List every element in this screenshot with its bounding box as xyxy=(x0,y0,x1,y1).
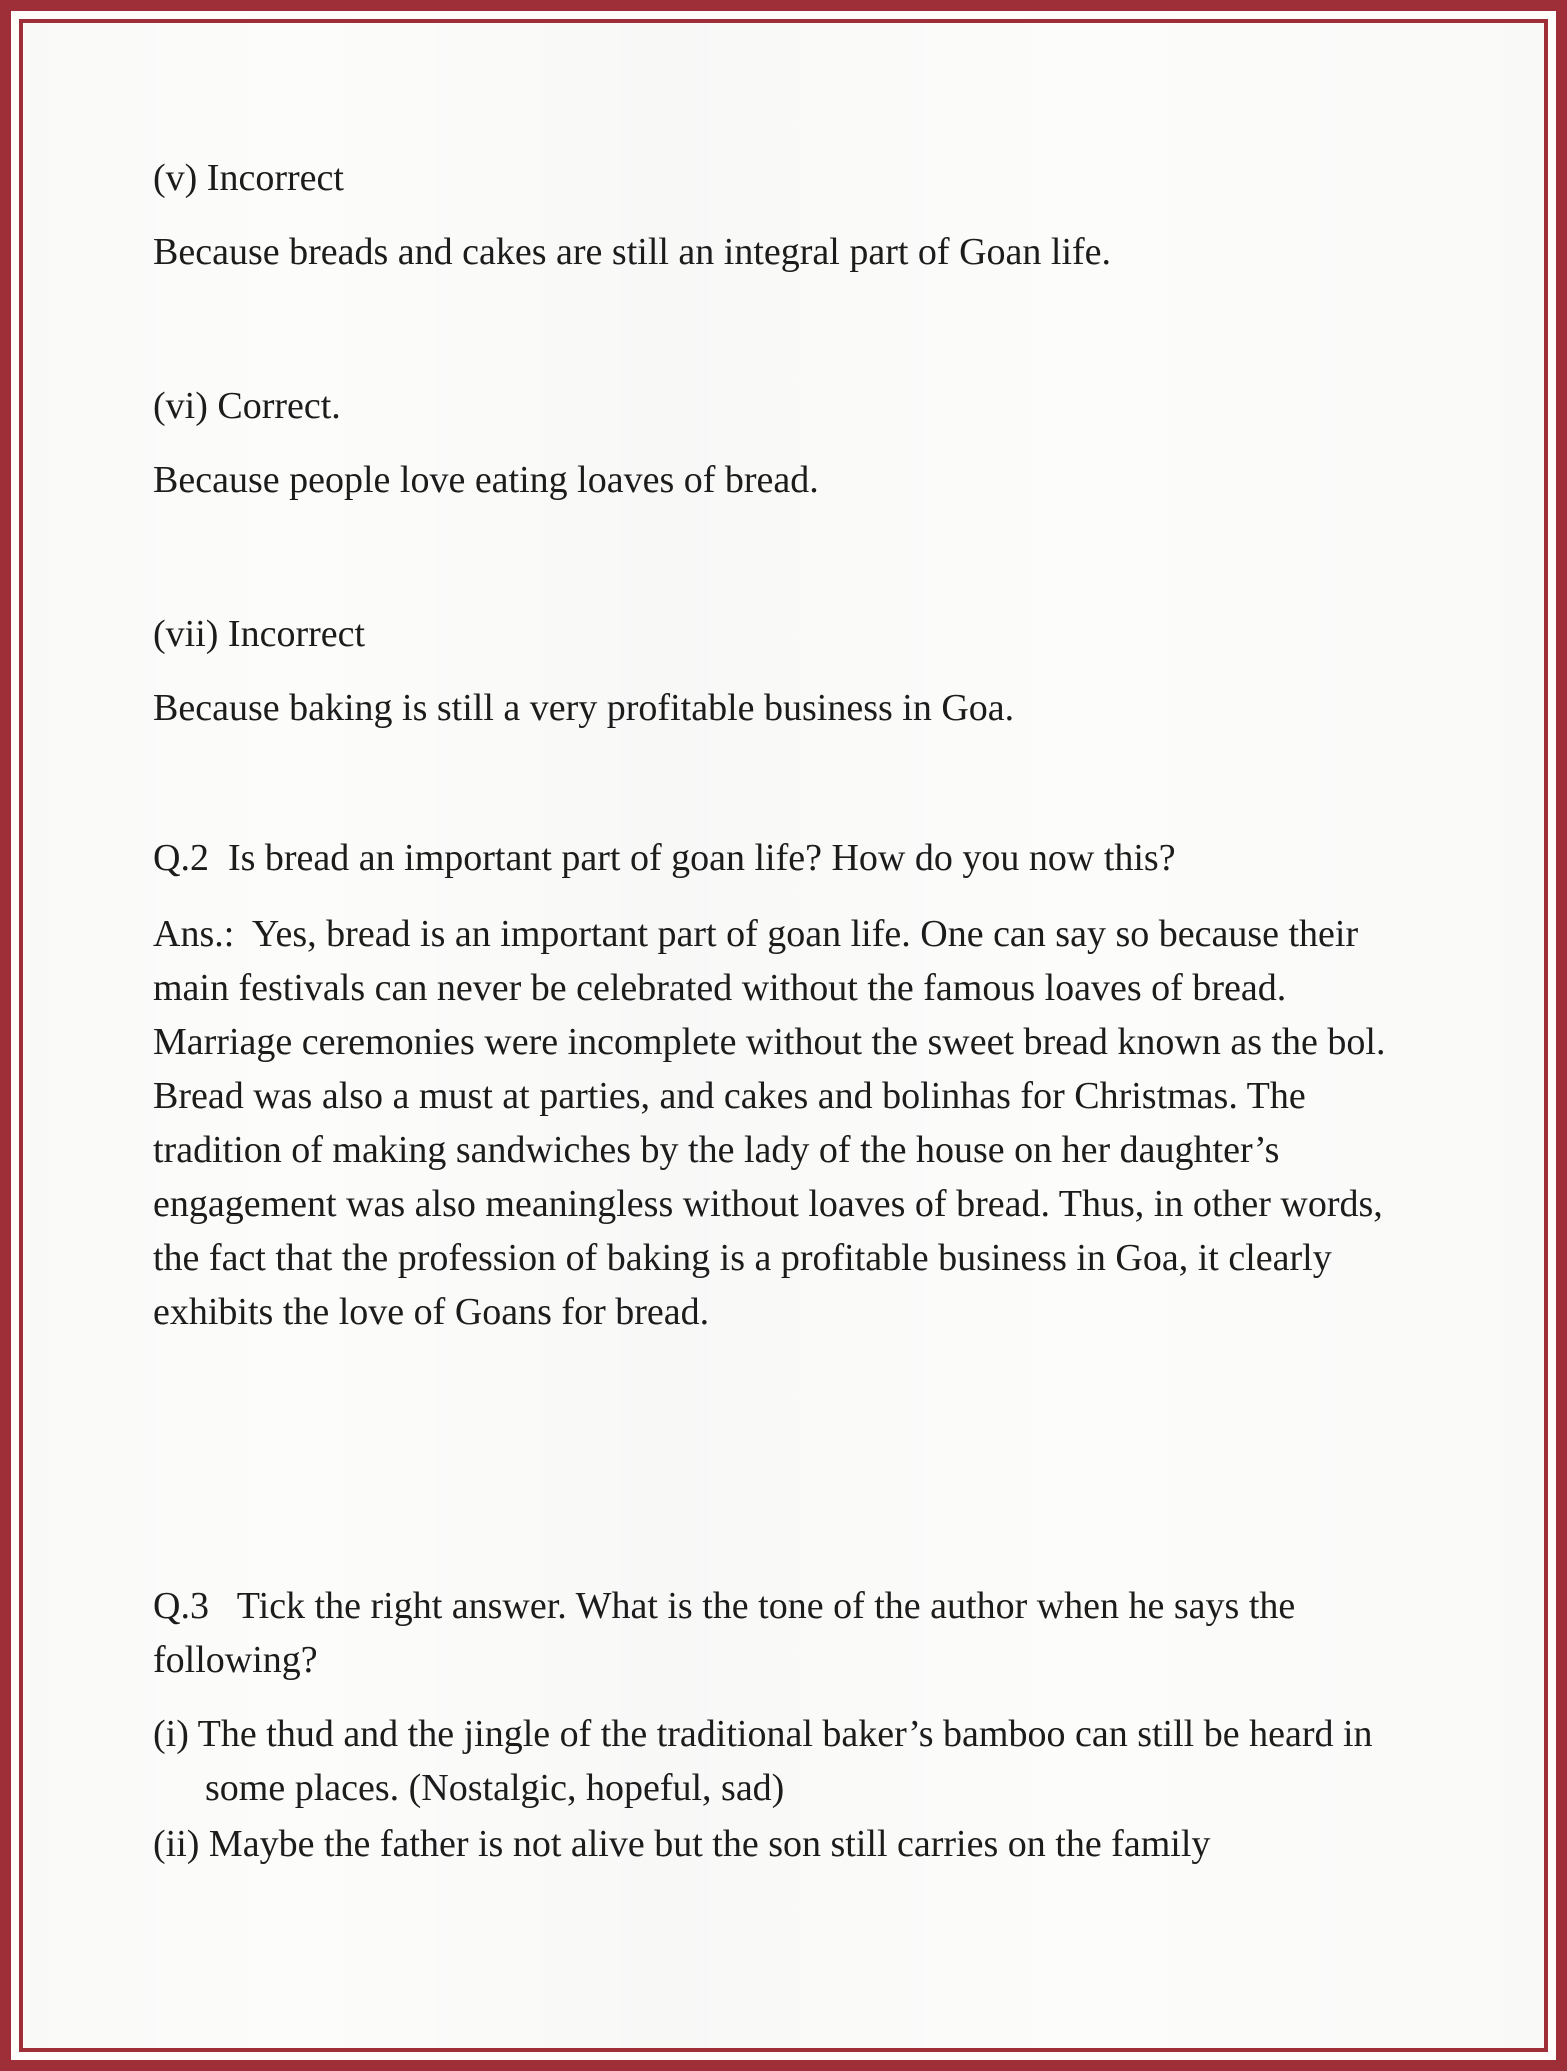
answer-label-vi: (vi) Correct. xyxy=(153,385,341,427)
page-content xyxy=(23,23,1544,1871)
question-3-text: Q.3 Tick the right answer. What is the tone of the author when he says the following? xyxy=(153,1585,1305,1681)
question-3-item-i: (i) The thud and the jingle of the traditional baker’s bamboo can still be heard in some places. (Nostalgic, hopeful, sad) xyxy=(153,1713,1383,1809)
question-2-answer: Ans.: Yes, bread is an important part of goan life. One can say so because their main festivals can never be celebrated without the famous loaves of bread. Marriage ceremonies were incomplete without the sweet bread known as the bol. Bread was also a must at parties, and cakes and bolinhas for Christmas. The tradition of making sandwiches by the lady of the house on her daughter’s engagement was also meaningless without loaves of bread. Thus, in other words, the fact that the profession of baking is a profitable business in Goa, it clearly exhibits the love of Goans for bread. xyxy=(153,913,1395,1333)
question-3-section xyxy=(153,1579,1394,1871)
answer-group-vii xyxy=(153,607,1394,735)
question-3-options xyxy=(153,1707,1394,1871)
question-2-text: Q.2 Is bread an important part of goan life? How do you now this? xyxy=(153,837,1176,879)
answer-reason-v: Because breads and cakes are still an integral part of Goan life. xyxy=(153,231,1112,273)
answer-label-v: (v) Incorrect xyxy=(153,157,344,199)
answer-label-vii: (vii) Incorrect xyxy=(153,613,366,655)
answer-group-v xyxy=(153,151,1394,279)
answer-reason-vi: Because people love eating loaves of bread. xyxy=(153,459,819,501)
question-3-item-ii: (ii) Maybe the father is not alive but the son still carries on the family xyxy=(153,1823,1211,1865)
question-2-section xyxy=(153,831,1394,1339)
answer-group-vi xyxy=(153,379,1394,507)
page-inner-border xyxy=(19,19,1548,2052)
answer-reason-vii: Because baking is still a very profitable business in Goa. xyxy=(153,687,1015,729)
